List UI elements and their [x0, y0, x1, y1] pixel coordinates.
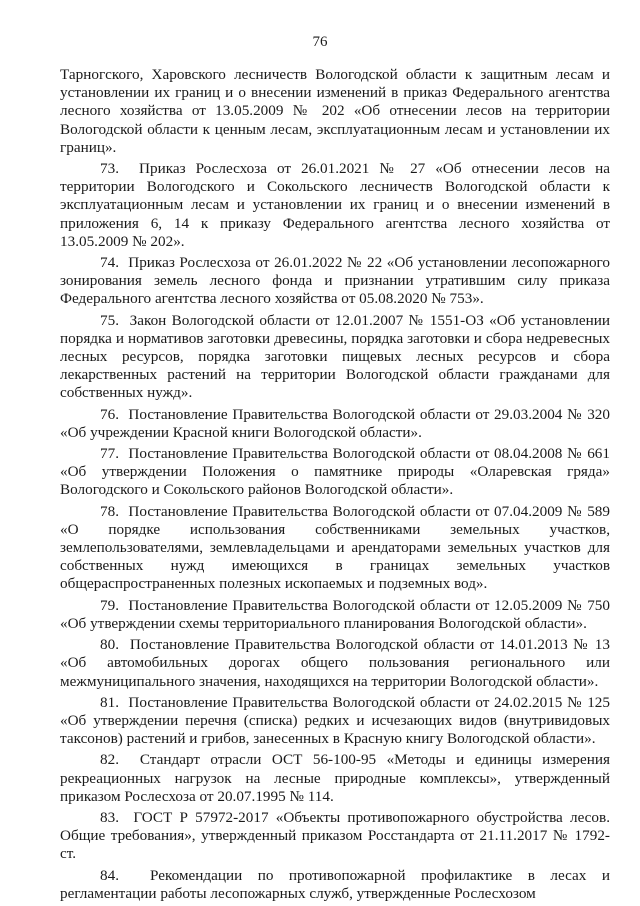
list-item-number: 73. — [100, 160, 119, 178]
list-item-text: Постановление Правительства Вологодской области от 14.01.2013 № 13 «Об автомобильных дорогах общего пользования регионального или межмуниципального значения, находящихся на территории Вологодской области». — [60, 636, 610, 690]
list-item — [60, 809, 610, 864]
list-item — [60, 160, 610, 251]
list-item-number: 80. — [100, 636, 119, 654]
list-item-number: 84. — [100, 866, 119, 884]
list-item-number: 82. — [100, 751, 119, 769]
list-item-text: Закон Вологодской области от 12.01.2007 № 1551-ОЗ «Об установлении порядка и нормативов заготовки древесины, порядка заготовки и сбора недревесных лесных ресурсов, порядка заготовки пищевых лесных ресурсов и сбора лекарственных растений на территории Вологодской области гражданами для собственных нужд». — [60, 311, 611, 402]
list-item — [60, 312, 610, 403]
list-item-number: 76. — [100, 405, 119, 423]
list-item-text: Приказ Рослесхоза от 26.01.2022 № 22 «Об установлении лесопожарного зонирования земель лесного фонда и признании утратившим силу приказа Федерального агентства лесного хозяйства от 05.08.2020 № 753». — [60, 254, 611, 308]
list-item — [60, 503, 610, 594]
list-item-text: Приказ Рослесхоза от 26.01.2021 № 27 «Об отнесении лесов на территории Вологодского и Сокольского лесничеств Вологодской области к эксплуатационным лесам и установлении их границ и о внесении изменений в приложения 6, 14 к приказу Федерального агентства лесного хозяйства от 13.05.2009 № 202». — [60, 160, 610, 250]
document-body — [60, 66, 610, 906]
list-item-text: Тарногского, Харовского лесничеств Вологодской области к защитным лесам и установлении их границ и о внесении изменений в приказ Федерального агентства лесного хозяйства от 13.05.2009 № 202 «Об отнесении лесов на территории Вологодской области к ценным лесам, эксплуатационным лесам и установлении их границ». — [60, 66, 610, 156]
continued-paragraph — [60, 66, 610, 157]
list-item — [60, 636, 610, 691]
list-item — [60, 597, 610, 633]
list-item-number: 74. — [100, 254, 119, 272]
list-item-number: 78. — [100, 502, 119, 520]
list-item-text: Стандарт отрасли ОСТ 56-100-95 «Методы и единицы измерения рекреационных нагрузок на лесные природные комплексы», утвержденный приказом Рослесхоза от 20.07.1995 № 114. — [60, 751, 611, 805]
list-item-text: ГОСТ Р 57972-2017 «Объекты противопожарного обустройства лесов. Общие требования», утвержденный приказом Росстандарта от 21.11.2017 № 1792-ст. — [60, 808, 610, 863]
list-item — [60, 406, 610, 442]
list-item-number: 75. — [100, 311, 119, 329]
list-item-number: 83. — [100, 808, 119, 826]
list-item-number: 81. — [100, 693, 119, 711]
list-item — [60, 867, 610, 903]
list-item-text: Постановление Правительства Вологодской области от 12.05.2009 № 750 «Об утверждении схемы территориального планирования Вологодской области». — [60, 596, 610, 632]
list-item — [60, 445, 610, 500]
list-item — [60, 254, 610, 309]
list-item — [60, 751, 610, 806]
list-item — [60, 694, 610, 749]
list-item-number: 77. — [100, 445, 119, 463]
list-item-text: Постановление Правительства Вологодской области от 29.03.2004 № 320 «Об учреждении Красной книги Вологодской области». — [60, 405, 610, 441]
list-item-number: 79. — [100, 596, 119, 614]
list-item-text: Постановление Правительства Вологодской области от 24.02.2015 № 125 «Об утверждении перечня (списка) редких и исчезающих видов (внутривидовых таксонов) растений и грибов, занесенных в Красную книгу Вологодской области». — [60, 693, 610, 748]
list-item-text: Рекомендации по противопожарной профилактике в лесах и регламентации работы лесопожарных служб, утвержденные Рослесхозом — [60, 866, 611, 902]
page-number: 76 — [312, 34, 328, 50]
list-item-text: Постановление Правительства Вологодской области от 08.04.2008 № 661 «Об утверждении Положения о памятнике природы «Оларевская гряда» Вологодского и Сокольского районов Вологодской области». — [60, 445, 610, 499]
list-item-text: Постановление Правительства Вологодской области от 07.04.2009 № 589 «О порядке использования собственниками земельных участков, землепользователями, землевладельцами и арендаторами земельных участков для собственных нужд имеющихся в границах земельных участков общераспространенных полезных ископаемых и подземных вод». — [60, 502, 610, 593]
